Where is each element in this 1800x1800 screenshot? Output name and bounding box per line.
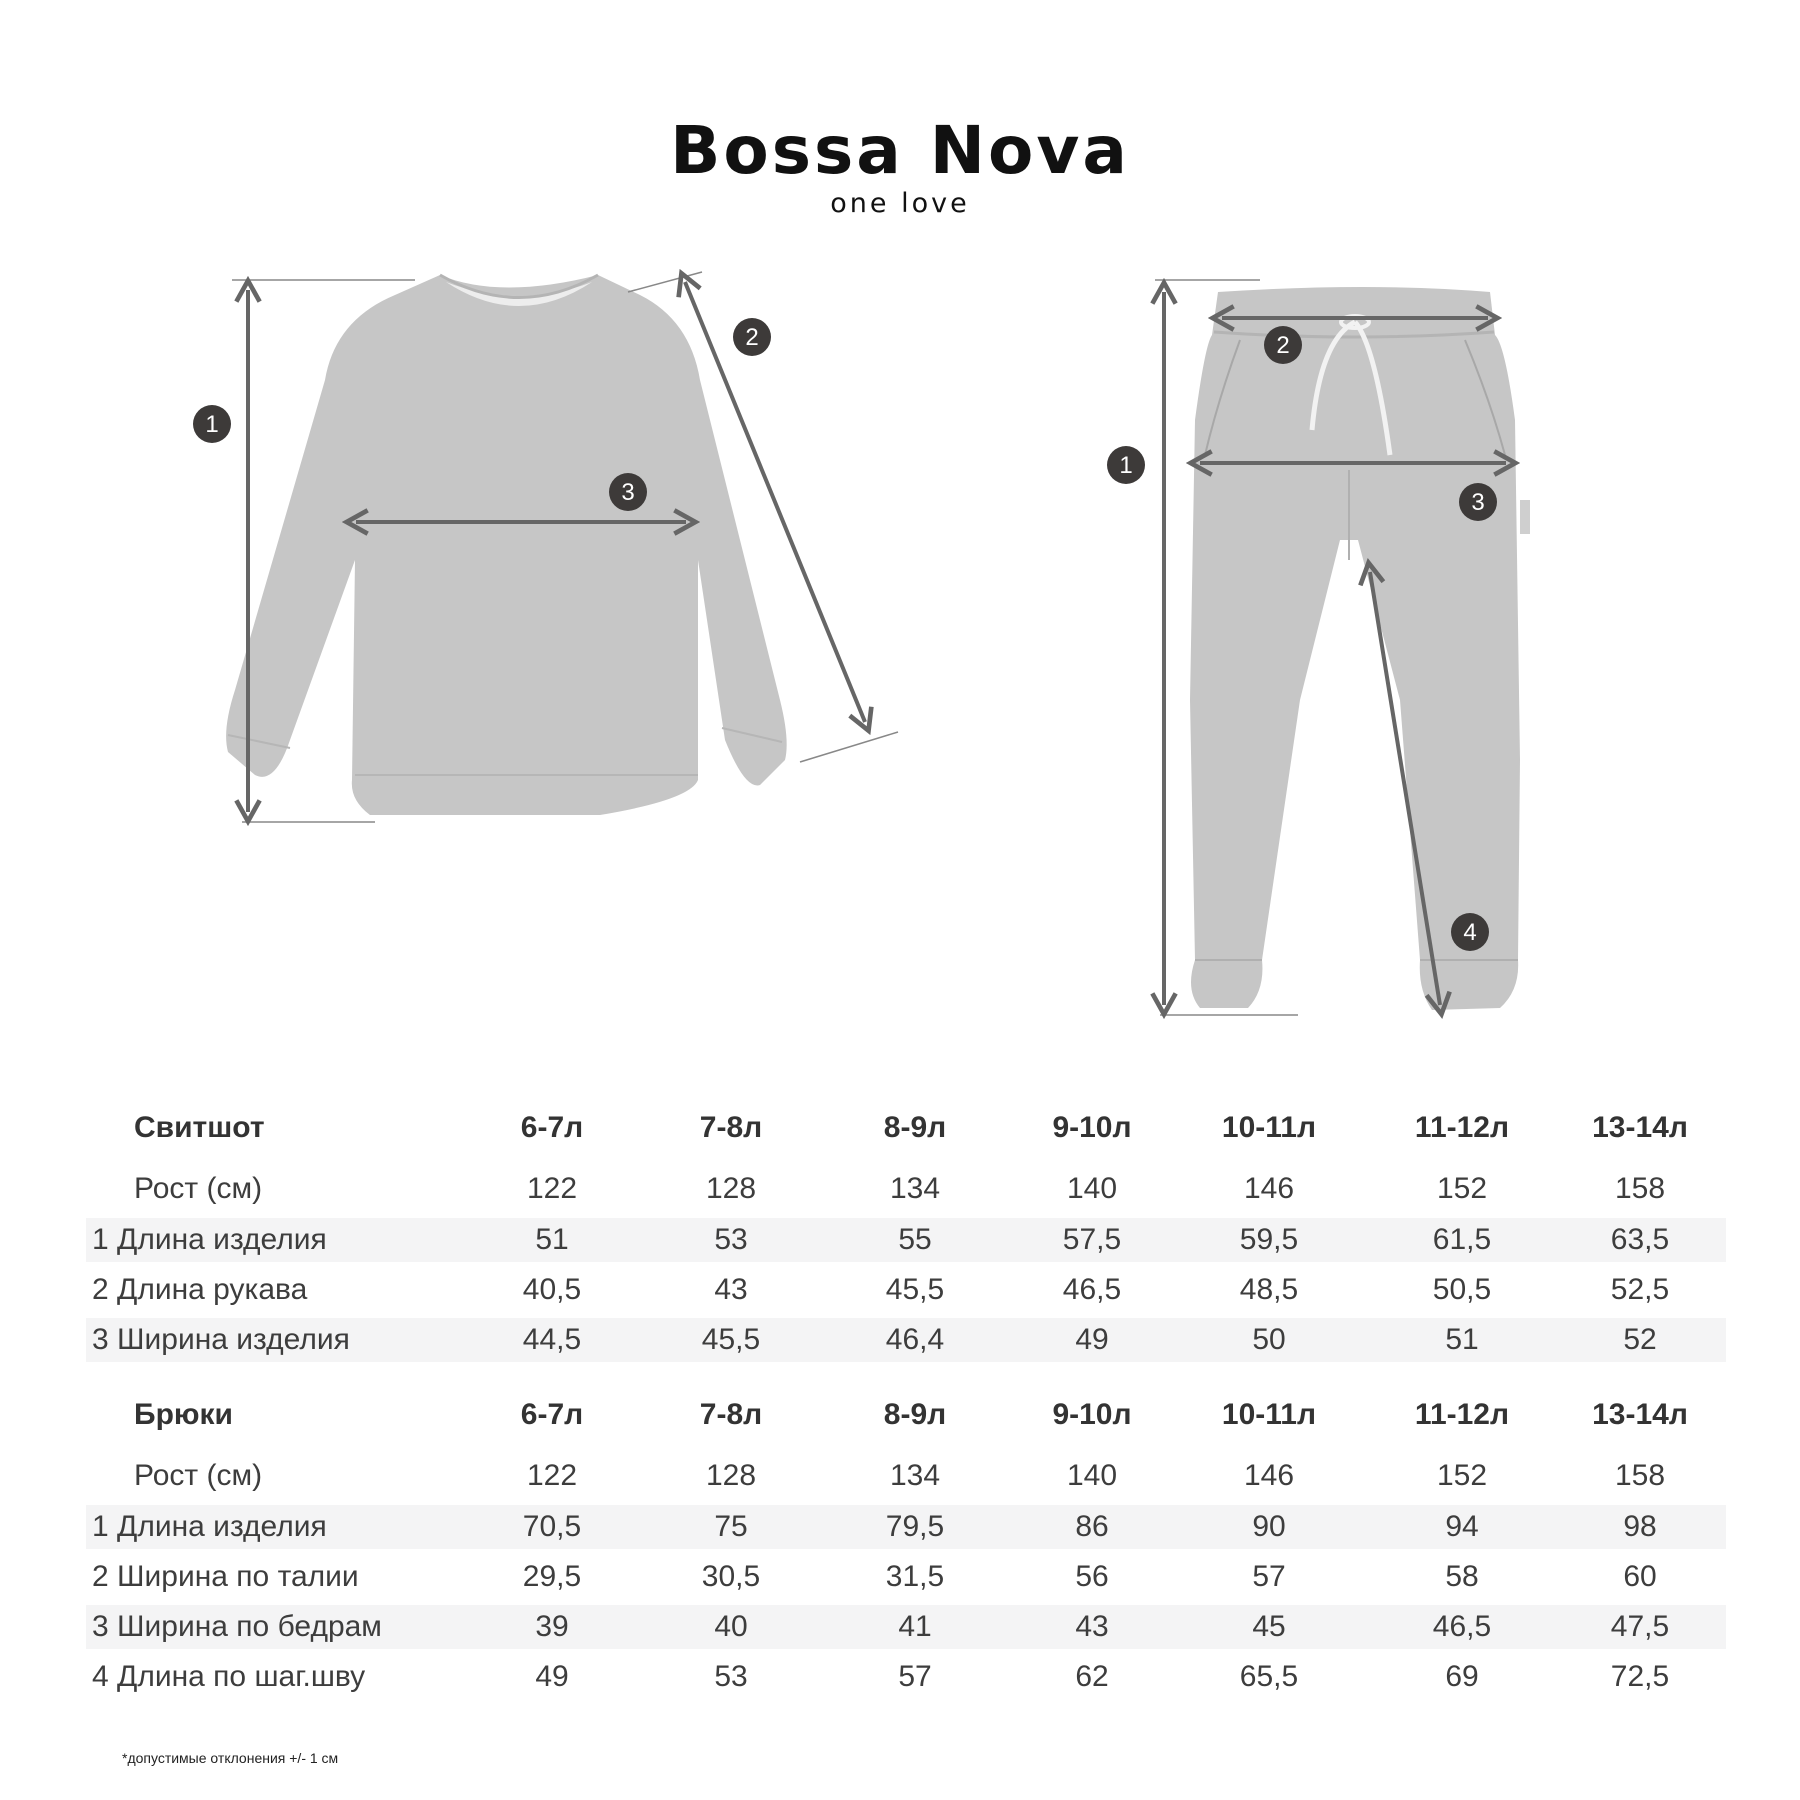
table-cell: 53 — [714, 1660, 748, 1693]
sweatshirt-illustration — [226, 275, 787, 815]
table-cell: 146 — [1243, 1172, 1295, 1205]
row-label: 3 Ширина изделия — [92, 1323, 350, 1356]
table-cell: 39 — [535, 1610, 569, 1643]
row-label: 1 Длина изделия — [92, 1510, 327, 1543]
table-cell: 53 — [714, 1223, 748, 1256]
size-header: 13-14л — [1592, 1111, 1688, 1144]
table-cell: 158 — [1614, 1459, 1666, 1492]
table-cell: 47,5 — [1610, 1610, 1670, 1643]
table-row — [86, 1605, 1726, 1649]
table-cell: 55 — [898, 1223, 932, 1256]
svg-text:1: 1 — [1119, 452, 1133, 479]
row-label: 2 Ширина по талии — [92, 1560, 359, 1593]
table-cell: 57 — [1252, 1560, 1286, 1593]
size-header: 11-12л — [1414, 1111, 1510, 1144]
svg-text:4: 4 — [1463, 919, 1477, 946]
table-cell: 94 — [1445, 1510, 1479, 1543]
size-header: 10-11л — [1221, 1398, 1317, 1431]
table-cell: 70,5 — [522, 1510, 582, 1543]
pants-marker-2 — [1264, 326, 1302, 364]
table-cell: 90 — [1252, 1510, 1286, 1543]
table-cell: 51 — [535, 1223, 569, 1256]
table-cell: 43 — [714, 1273, 748, 1306]
sweatshirt-size-table — [86, 1106, 1726, 1360]
size-header: 13-14л — [1592, 1398, 1688, 1431]
table-cell: 63,5 — [1610, 1223, 1670, 1256]
table-cell: 30,5 — [701, 1560, 761, 1593]
table-cell: 31,5 — [885, 1560, 945, 1593]
size-header: 8-9л — [883, 1398, 947, 1431]
table-cell: 52,5 — [1610, 1273, 1670, 1306]
table-row — [86, 1268, 1726, 1312]
table-cell: 45 — [1252, 1610, 1286, 1643]
table-cell: 79,5 — [885, 1510, 945, 1543]
brand-logo: Bossa Nova — [670, 112, 1130, 189]
table-cell: 29,5 — [522, 1560, 582, 1593]
table-cell: 51 — [1445, 1323, 1479, 1356]
table-cell: 41 — [898, 1610, 932, 1643]
tolerance-footnote: *допустимые отклонения +/- 1 см — [122, 1750, 339, 1766]
size-header: 10-11л — [1221, 1111, 1317, 1144]
table-cell: 86 — [1075, 1510, 1109, 1543]
table-cell: 45,5 — [885, 1273, 945, 1306]
table-cell: 98 — [1623, 1510, 1657, 1543]
table-cell: 122 — [526, 1172, 578, 1205]
svg-text:2: 2 — [745, 324, 759, 351]
pants-marker-3 — [1459, 483, 1497, 521]
table-cell: 46,5 — [1432, 1610, 1492, 1643]
size-header: 9-10л — [1052, 1398, 1132, 1431]
sweatshirt-table-title: Свитшот — [134, 1111, 265, 1144]
table-row — [86, 1318, 1726, 1362]
row-label: Рост (см) — [134, 1459, 263, 1492]
svg-text:2: 2 — [1276, 332, 1290, 359]
size-header: 9-10л — [1052, 1111, 1132, 1144]
table-row — [86, 1505, 1726, 1549]
row-label: 2 Длина рукава — [92, 1273, 308, 1306]
size-header: 6-7л — [520, 1111, 584, 1144]
table-cell: 158 — [1614, 1172, 1666, 1205]
table-row — [86, 1454, 1726, 1498]
table-cell: 69 — [1445, 1660, 1479, 1693]
table-cell: 49 — [1075, 1323, 1109, 1356]
table-row — [86, 1555, 1726, 1599]
table-cell: 72,5 — [1610, 1660, 1670, 1693]
table-row — [86, 1167, 1726, 1211]
table-cell: 134 — [889, 1172, 941, 1205]
table-cell: 140 — [1066, 1172, 1118, 1205]
size-header: 6-7л — [520, 1398, 584, 1431]
table-cell: 140 — [1066, 1459, 1118, 1492]
table-cell: 57,5 — [1062, 1223, 1122, 1256]
size-header: 7-8л — [699, 1398, 763, 1431]
brand-tagline: one love — [830, 188, 970, 219]
table-cell: 75 — [714, 1510, 748, 1543]
row-label: 4 Длина по шаг.шву — [92, 1660, 366, 1693]
size-header: 7-8л — [699, 1111, 763, 1144]
table-cell: 50,5 — [1432, 1273, 1492, 1306]
table-cell: 128 — [705, 1459, 757, 1492]
table-cell: 57 — [898, 1660, 932, 1693]
row-label: 3 Ширина по бедрам — [92, 1610, 382, 1643]
pants-header-row — [86, 1393, 1726, 1437]
table-cell: 146 — [1243, 1459, 1295, 1492]
table-cell: 45,5 — [701, 1323, 761, 1356]
table-cell: 61,5 — [1432, 1223, 1492, 1256]
table-cell: 40 — [714, 1610, 748, 1643]
table-cell: 152 — [1436, 1172, 1488, 1205]
table-cell: 44,5 — [522, 1323, 582, 1356]
table-row — [86, 1218, 1726, 1262]
svg-text:3: 3 — [621, 479, 635, 506]
table-cell: 60 — [1623, 1560, 1657, 1593]
pants-table-title: Брюки — [134, 1398, 233, 1431]
row-label: 1 Длина изделия — [92, 1223, 327, 1256]
table-cell: 46,5 — [1062, 1273, 1122, 1306]
table-cell: 48,5 — [1239, 1273, 1299, 1306]
table-cell: 128 — [705, 1172, 757, 1205]
sweatshirt-header-row — [86, 1106, 1726, 1150]
table-cell: 62 — [1075, 1660, 1109, 1693]
table-cell: 58 — [1445, 1560, 1479, 1593]
pants-illustration — [1190, 287, 1530, 1010]
sweatshirt-marker-1 — [193, 405, 231, 443]
table-cell: 52 — [1623, 1323, 1657, 1356]
svg-text:1: 1 — [205, 411, 219, 438]
table-cell: 56 — [1075, 1560, 1109, 1593]
pants-marker-4 — [1451, 913, 1489, 951]
size-header: 11-12л — [1414, 1398, 1510, 1431]
table-cell: 65,5 — [1239, 1660, 1299, 1693]
table-cell: 40,5 — [522, 1273, 582, 1306]
row-label: Рост (см) — [134, 1172, 263, 1205]
table-cell: 122 — [526, 1459, 578, 1492]
pants-marker-1 — [1107, 446, 1145, 484]
table-cell: 49 — [535, 1660, 569, 1693]
table-cell: 43 — [1075, 1610, 1109, 1643]
table-cell: 46,4 — [885, 1323, 945, 1356]
table-row — [86, 1655, 1726, 1699]
table-cell: 152 — [1436, 1459, 1488, 1492]
sweatshirt-marker-2 — [733, 318, 771, 356]
sweatshirt-marker-3 — [609, 473, 647, 511]
table-cell: 50 — [1252, 1323, 1286, 1356]
table-cell: 59,5 — [1239, 1223, 1299, 1256]
table-cell: 134 — [889, 1459, 941, 1492]
svg-text:3: 3 — [1471, 489, 1485, 516]
size-header: 8-9л — [883, 1111, 947, 1144]
pants-size-table — [86, 1393, 1726, 1699]
